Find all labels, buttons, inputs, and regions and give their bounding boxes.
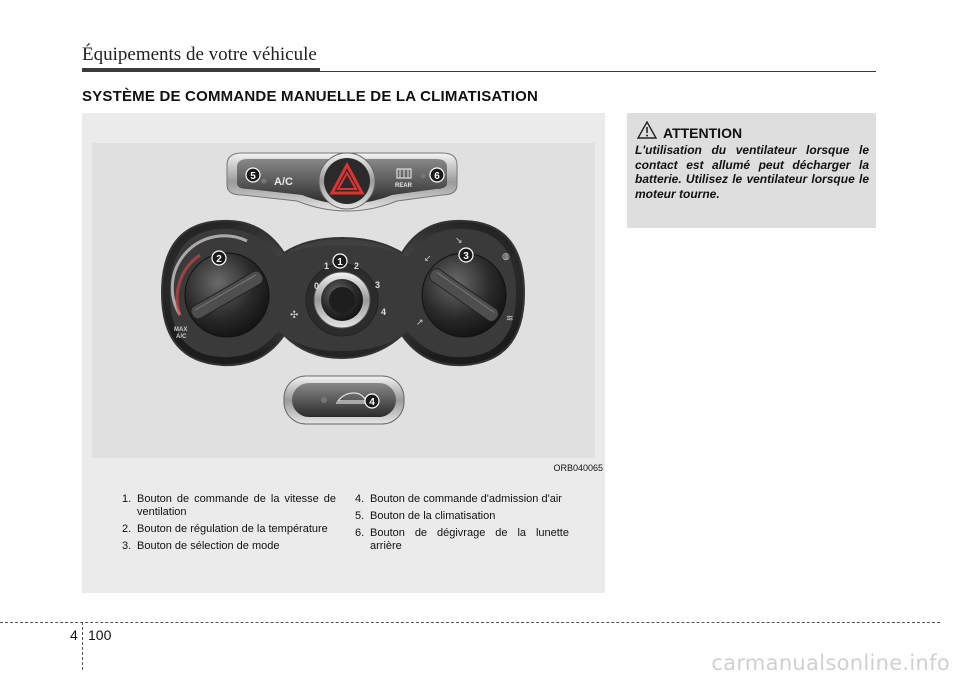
legend-text: Bouton de dégivrage de la lunette arrière <box>370 527 569 552</box>
fan-speed-0: 0 <box>314 281 320 291</box>
legend-number: 6. <box>355 527 365 539</box>
figure-panel <box>82 113 605 593</box>
legend-item <box>355 510 569 523</box>
page-title: SYSTÈME DE COMMANDE MANUELLE DE LA CLIMATISATION <box>82 88 538 105</box>
svg-text:5: 5 <box>250 171 256 182</box>
climate-control-illustration <box>92 143 595 458</box>
air-intake-button <box>284 376 404 424</box>
fan-speed-3: 3 <box>375 280 381 290</box>
callout-3 <box>459 248 473 262</box>
chapter-number: 4 <box>70 627 78 643</box>
legend-item <box>122 493 336 519</box>
footer-rule <box>0 622 940 623</box>
svg-text:2: 2 <box>216 254 222 265</box>
section-header: Équipements de votre véhicule <box>82 44 317 65</box>
legend-item <box>122 523 336 536</box>
callout-1 <box>333 254 347 268</box>
legend-text: Bouton de la climatisation <box>370 510 496 522</box>
callout-2 <box>212 251 226 265</box>
max-ac-label-2: A/C <box>176 334 187 340</box>
fan-speed-4: 4 <box>381 307 387 317</box>
warning-text: L'utilisation du ventilateur lorsque le contact est allumé peut décharger la batterie. Utilisez le ventilateur lorsque le moteur tourne. <box>635 143 869 201</box>
fan-speed-2: 2 <box>354 261 360 271</box>
watermark: carmanualsonline.info <box>711 651 950 675</box>
legend-text: Bouton de commande de la vitesse de ventilation <box>137 493 336 518</box>
max-ac-label-1: MAX <box>174 327 188 333</box>
svg-text:3: 3 <box>463 251 469 262</box>
mode-floor-icon: ↗ <box>416 318 424 328</box>
knob-panel <box>162 221 524 365</box>
legend-number: 2. <box>122 523 132 535</box>
legend-number: 3. <box>122 540 132 552</box>
legend-number: 4. <box>355 493 365 505</box>
fan-icon: ✣ <box>290 310 299 321</box>
ac-label: A/C <box>274 176 293 188</box>
top-button-panel <box>227 153 457 211</box>
fan-speed-1: 1 <box>324 261 330 271</box>
header-rule <box>82 71 876 72</box>
legend-text: Bouton de commande d'admission d'air <box>370 493 562 505</box>
rear-label: REAR <box>395 183 413 189</box>
mode-defrost-icon: ◍ <box>502 252 510 262</box>
legend-number: 5. <box>355 510 365 522</box>
callout-6 <box>430 168 444 182</box>
legend-text: Bouton de régulation de la température <box>137 523 328 535</box>
warning-box <box>627 113 876 228</box>
legend-item <box>122 540 336 553</box>
legend-text: Bouton de sélection de mode <box>137 540 280 552</box>
climate-control-photo <box>92 143 595 458</box>
legend-left <box>122 493 336 557</box>
svg-text:1: 1 <box>337 257 343 268</box>
legend-item <box>355 493 569 506</box>
image-code: ORB040065 <box>553 463 603 473</box>
legend-item <box>355 527 569 553</box>
callout-4 <box>365 394 379 408</box>
warning-title: ATTENTION <box>663 125 743 141</box>
svg-text:6: 6 <box>434 171 440 182</box>
warning-triangle-icon <box>637 121 657 139</box>
legend-right <box>355 493 569 557</box>
mode-bilevel-icon: ↘ <box>455 236 463 246</box>
footer-divider <box>82 622 83 670</box>
svg-text:4: 4 <box>369 397 375 408</box>
callout-5 <box>246 168 260 182</box>
mode-face-icon: ↙ <box>424 254 432 264</box>
mode-floor-defrost-icon: ≋ <box>506 314 514 324</box>
legend-number: 1. <box>122 493 132 505</box>
page-number: 100 <box>88 627 112 643</box>
